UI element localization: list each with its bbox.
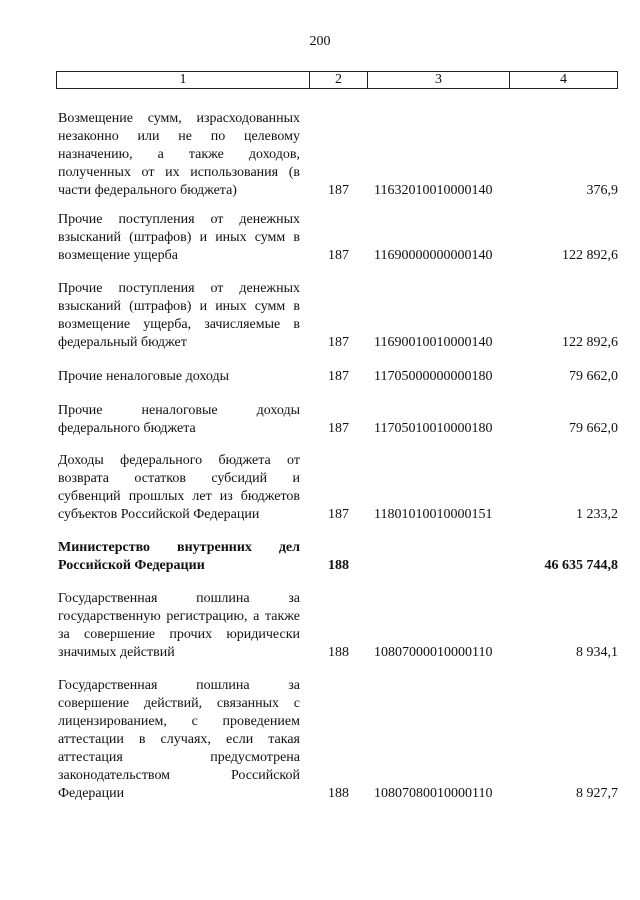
row-amount: 122 892,6	[562, 248, 618, 263]
row-description: Прочие неналоговые доходы федерального бюджета	[58, 403, 300, 436]
column-header-4: 4	[509, 72, 617, 88]
row-classification-code: 11705000000000180	[374, 369, 493, 384]
ministry-name: Министерство внутренних дел Российской Федерации	[58, 540, 300, 573]
row-description: Возмещение сумм, израсходованных незаконно или не по целевому назначению, а также доходов, полученных от их использования (в части федерального бюджета)	[58, 111, 300, 198]
row-amount: 1 233,2	[576, 507, 618, 522]
row-amount: 79 662,0	[569, 369, 618, 384]
row-admin-code: 188	[328, 786, 349, 801]
row-description: Прочие поступления от денежных взысканий (штрафов) и иных сумм в возмещение ущерба, зачисляемые в федеральный бюджет	[58, 281, 300, 350]
row-classification-code: 11690010010000140	[374, 335, 493, 350]
row-amount: 46 635 744,8	[544, 558, 618, 573]
row-admin-code: 188	[328, 645, 349, 660]
table-header-row	[56, 71, 618, 89]
row-classification-code: 11801010010000151	[374, 507, 493, 522]
row-description: Прочие поступления от денежных взысканий (штрафов) и иных сумм в возмещение ущерба	[58, 212, 300, 263]
row-admin-code: 187	[328, 369, 349, 384]
row-amount: 8 927,7	[576, 786, 618, 801]
row-classification-code: 11632010010000140	[374, 183, 493, 198]
row-admin-code: 187	[328, 421, 349, 436]
row-description: Государственная пошлина за государственную регистрацию, а также за совершение прочих юридически значимых действий	[58, 591, 300, 660]
row-classification-code: 11690000000000140	[374, 248, 493, 263]
row-admin-code: 187	[328, 335, 349, 350]
row-description: Государственная пошлина за совершение действий, связанных с лицензированием, с проведением аттестации в случаях, если такая аттестация предусмотрена законодательством Российской Федерации	[58, 678, 300, 801]
row-classification-code: 11705010010000180	[374, 421, 493, 436]
column-header-2: 2	[309, 72, 367, 88]
row-admin-code: 187	[328, 248, 349, 263]
row-amount: 8 934,1	[576, 645, 618, 660]
row-amount: 376,9	[586, 183, 618, 198]
row-classification-code: 10807000010000110	[374, 645, 493, 660]
column-header-1: 1	[179, 72, 187, 87]
row-admin-code: 187	[328, 183, 349, 198]
row-description: Доходы федерального бюджета от возврата остатков субсидий и субвенций прошлых лет из бюджетов субъектов Российской Федерации	[58, 453, 300, 522]
row-amount: 79 662,0	[569, 421, 618, 436]
row-classification-code: 10807080010000110	[374, 786, 493, 801]
row-description: Прочие неналоговые доходы	[58, 369, 230, 384]
page-number: 200	[309, 34, 331, 49]
row-amount: 122 892,6	[562, 335, 618, 350]
column-header-3: 3	[367, 72, 509, 88]
row-admin-code: 187	[328, 507, 349, 522]
row-admin-code: 188	[328, 558, 349, 573]
